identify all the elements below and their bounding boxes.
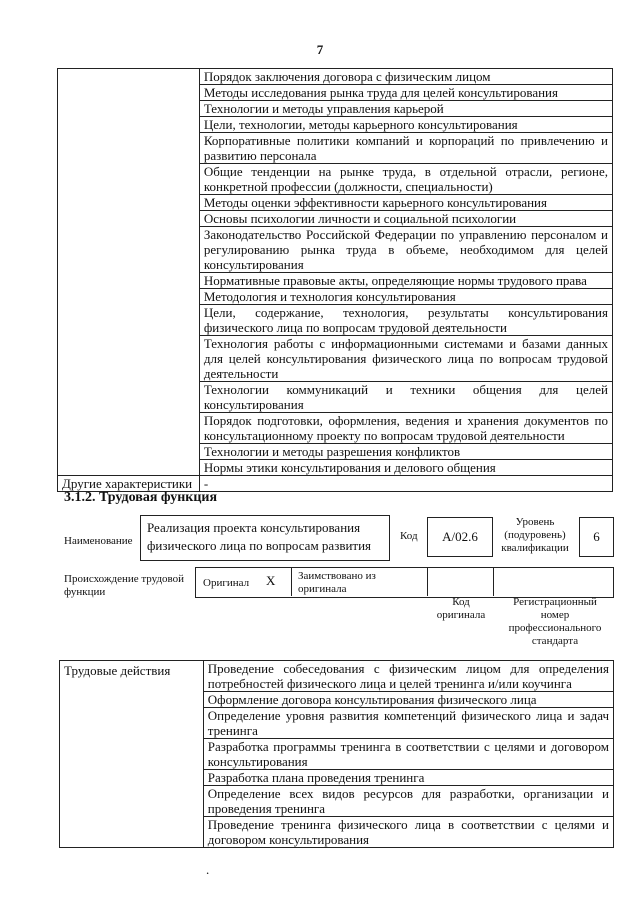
labor-action-item: Разработка плана проведения тренинга <box>203 770 613 786</box>
function-name-box <box>140 515 390 561</box>
origin-label: Происхождение трудовой функции <box>64 573 185 598</box>
labor-action-item: Разработка программы тренинга в соответствии с целями и договором консультирования <box>203 739 613 770</box>
reg-number-caption: Регистрационный номер профессионального стандарта <box>508 596 602 647</box>
knowledge-item: Методология и технология консультирования <box>199 289 612 305</box>
original-mark: X <box>266 573 276 588</box>
borrowed-label: Заимствовано из оригинала <box>298 570 376 595</box>
level-label: Уровень (подуровень) квалификации <box>501 516 569 554</box>
labor-action-item: Проведение тренинга физического лица в соответствии с целями и договором консультирования <box>203 817 613 848</box>
labor-action-item: Оформление договора консультирования физического лица <box>203 692 613 708</box>
labor-actions-table <box>59 660 614 848</box>
footer-mark: . <box>206 862 210 877</box>
table-row <box>58 69 613 85</box>
section-title: 3.1.2. Трудовая функция <box>64 490 218 505</box>
knowledge-label-cell <box>58 69 200 476</box>
other-characteristics-label: Другие характеристики <box>58 476 200 492</box>
code-original-caption: Код оригинала <box>436 596 486 621</box>
knowledge-item: Корпоративные политики компаний и корпораций по привлечению и развитию персонала <box>199 133 612 164</box>
knowledge-item: Порядок заключения договора с физическим лицом <box>199 69 612 85</box>
labor-action-item: Проведение собеседования с физическим лицом для определения потребностей физического лица и целей тренинга и/или коучинга <box>203 661 613 692</box>
knowledge-item: Технологии коммуникаций и техники общения для целей консультирования <box>199 382 612 413</box>
labor-actions-label: Трудовые действия <box>60 661 204 848</box>
code-label: Код <box>400 530 418 542</box>
knowledge-item: Порядок подготовки, оформления, ведения и хранения документов по консультационному проекту по вопросам трудовой деятельности <box>199 413 612 444</box>
knowledge-item: Цели, содержание, технология, результаты консультирования физического лица по вопросам трудовой деятельности <box>199 305 612 336</box>
knowledge-item: Законодательство Российской Федерации по управлению персоналом и регулированию рынка труда в объеме, необходимом для целей консультирования <box>199 227 612 273</box>
knowledge-item: Общие тенденции на рынке труда, в отдельной отрасли, регионе, конкретной профессии (должности, специальности) <box>199 164 612 195</box>
knowledge-table <box>57 68 613 492</box>
labor-action-item: Определение всех видов ресурсов для разработки, организации и проведения тренинга <box>203 786 613 817</box>
knowledge-item: Технология работы с информационными системами и базами данных для целей консультирования физического лица по вопросам трудовой деятельности <box>199 336 612 382</box>
level-box <box>579 517 614 557</box>
knowledge-item: Нормативные правовые акты, определяющие нормы трудового права <box>199 273 612 289</box>
knowledge-item: Цели, технологии, методы карьерного консультирования <box>199 117 612 133</box>
table-row <box>60 661 614 692</box>
name-label: Наименование <box>64 535 133 547</box>
knowledge-item: Методы оценки эффективности карьерного консультирования <box>199 195 612 211</box>
function-name-value: Реализация проекта консультирования физического лица по вопросам развития <box>147 520 372 553</box>
code-box <box>427 517 493 557</box>
knowledge-item: Основы психологии личности и социальной психологии <box>199 211 612 227</box>
other-characteristics-value: - <box>199 476 612 492</box>
level-value: 6 <box>593 529 600 544</box>
knowledge-item: Технологии и методы разрешения конфликтов <box>199 444 612 460</box>
knowledge-item: Методы исследования рынка труда для целей консультирования <box>199 85 612 101</box>
original-label: Оригинал <box>203 577 250 589</box>
page-number: 7 <box>316 42 324 57</box>
knowledge-item: Технологии и методы управления карьерой <box>199 101 612 117</box>
knowledge-item: Нормы этики консультирования и делового общения <box>199 460 612 476</box>
code-value: A/02.6 <box>442 529 478 544</box>
labor-action-item: Определение уровня развития компетенций физического лица и задач тренинга <box>203 708 613 739</box>
